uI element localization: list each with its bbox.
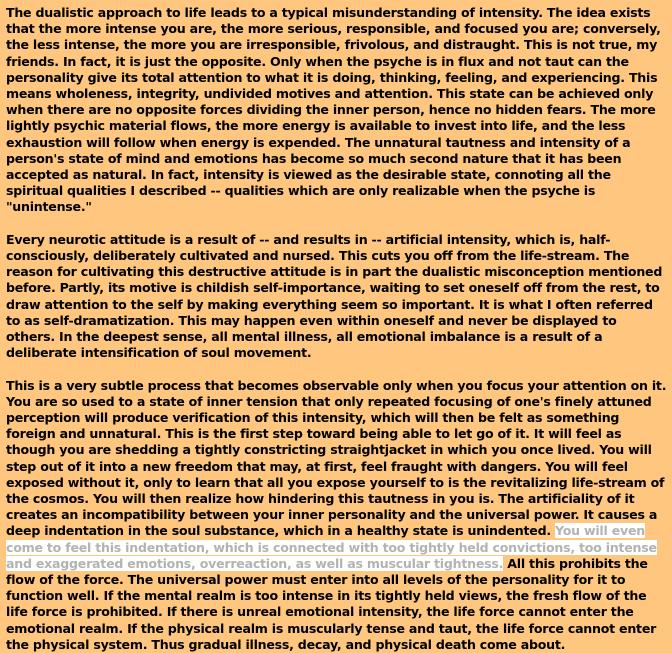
paragraph-3-text-before: This is a very subtle process that becomes observable only when you focus your attention on it. You are so used to a state of inner tension that only repeated focusing of one's finely attuned perception will produce verification of this intensity, which will then be felt as something foreign and unnatural. This is the first step toward being able to let go of it. It will feel as though you are shedding a tightly constricting straightjacket in which you once lived. You will step out of it into a new freedom that may, at first, feel fraught with dangers. You will feel exposed without it, only to learn that all you expose yourself to is the revitalizing life-stream of the cosmos. You will then realize how hindering this tautness in you is. The artificiality of it creates an incompatibility between your inner personality and the universal power. It causes a deep indentation in the soul substance, which in a healthy state is unindented.: [6, 377, 667, 539]
paragraph-2: Every neurotic attitude is a result of -- and results in -- artificial intensity, which is, half-consciously, deliberately cultivated and nursed. This cuts you off from the life-stream. The reason for cultivating this destructive attitude is in part the dualistic misconception mentioned before. Partly, its motive is childish self-importance, waiting to set oneself off from the rest, to draw attention to the self by making everything seem so important. It is what I often referred to as self-dramatization. This may happen even within oneself and never be displayed to others. In the deepest sense, all mental illness, all emotional imbalance is a result of a deliberate intensification of soul movement.: [6, 231, 663, 361]
paragraph-1: The dualistic approach to life leads to a typical misunderstanding of intensity. The idea exists that the more intense you are, the more serious, responsible, and focused you are; conversely, the less intense, the more you are irresponsible, frivolous, and distraught. This is not true, my friends. In fact, it is just the opposite. Only when the psyche is in flux and not taut can the personality give its total attention to what it is doing, thinking, feeling, and experiencing. This means wholeness, integrity, undivided motives and attention. This state can be achieved only when there are no opposite forces dividing the inner person, hence no hidden fears. The more lightly psychic material flows, the more energy is available to invest into life, and the less exhaustion will follow when energy is expended. The unnatural tautness and intensity of a person's state of mind and emotions has become so much second nature that it has been accepted as natural. In fact, intensity is viewed as the desirable state, connoting all the spiritual qualities I described -- qualities which are only realizable when the psyche is "unintense.": [6, 5, 661, 215]
selected-text-highlight[interactable]: You will even come to feel this indentation, which is connected with too tightly held convictions, too intense and exaggerated emotions, overreaction, as well as muscular tightness.: [6, 523, 657, 571]
paragraph-3-text-after: All this prohibits the flow of the force. The universal power must enter into all levels of the personality for it to function well. If the mental realm is too intense in its tightly held views, the fresh flow of the life force is prohibited. If there is unreal emotional intensity, the life force cannot enter the emotional realm. If the physical realm is muscularly tense and taut, the life force cannot enter the physical system. Thus gradual illness, decay, and physical death come about.: [6, 555, 657, 652]
paragraph-3: [6, 378, 668, 653]
